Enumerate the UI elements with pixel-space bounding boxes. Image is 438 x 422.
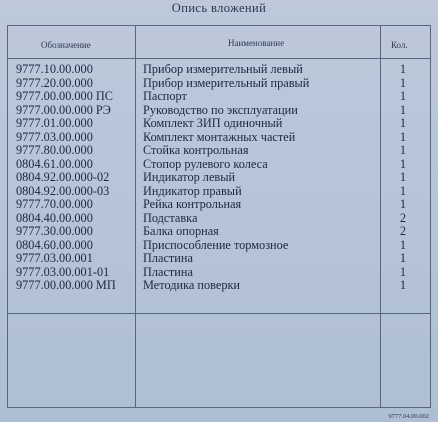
table-row — [8, 212, 432, 226]
row-name: Комплект монтажных частей — [143, 129, 296, 144]
row-qty: 1 — [399, 237, 407, 252]
table-row — [8, 144, 432, 158]
row-name: Прибор измерительный правый — [143, 75, 310, 90]
row-code: 0804.61.00.000 — [16, 156, 93, 171]
row-qty: 1 — [399, 197, 407, 211]
table-row — [8, 171, 432, 185]
body-divider — [8, 313, 430, 314]
table-row — [8, 131, 432, 145]
document-number: 9777.04.00.002 — [388, 413, 429, 420]
table-row — [8, 252, 432, 266]
row-name: Балка опорная — [143, 224, 219, 238]
row-name: Приспособление тормозное — [143, 237, 289, 252]
row-code: 9777.03.00.001 — [16, 251, 93, 265]
header-divider — [8, 58, 430, 59]
row-qty: 1 — [399, 170, 407, 184]
row-qty: 1 — [399, 129, 407, 144]
row-code: 9777.00.00.000 РЭ — [16, 102, 111, 117]
table-row — [8, 225, 432, 239]
row-code: 9777.00.00.000 ПС — [16, 89, 114, 103]
table-body — [8, 63, 432, 293]
row-code: 9777.01.00.000 — [16, 116, 93, 130]
table-row — [8, 158, 432, 172]
table-row — [8, 104, 432, 118]
table-row — [8, 117, 432, 131]
row-code: 0804.92.00.000-02 — [16, 170, 110, 184]
document-title: Опись вложений — [171, 1, 267, 15]
row-qty: 1 — [399, 264, 407, 279]
row-qty: 1 — [399, 102, 407, 117]
table-row — [8, 266, 432, 280]
table-row — [8, 198, 432, 212]
row-qty: 1 — [399, 62, 407, 76]
row-qty: 1 — [399, 143, 407, 157]
row-name: Методика поверки — [143, 278, 241, 292]
row-qty: 1 — [399, 183, 407, 198]
table-row — [8, 90, 432, 104]
header-name: Наименование — [228, 38, 285, 48]
row-qty: 1 — [399, 278, 407, 292]
table-row — [8, 279, 432, 293]
row-code: 9777.03.00.000 — [16, 129, 93, 144]
row-code: 0804.92.00.000-03 — [16, 183, 110, 198]
row-name: Индикатор левый — [143, 170, 236, 184]
row-name: Пластина — [143, 251, 193, 265]
row-name: Стойка контрольная — [143, 143, 249, 157]
row-qty: 1 — [399, 251, 407, 265]
row-code: 9777.70.00.000 — [16, 197, 93, 211]
inventory-table — [7, 25, 431, 408]
row-code: 9777.10.00.000 — [16, 62, 93, 76]
row-code: 9777.30.00.000 — [16, 224, 93, 238]
header-qty: Кол. — [391, 40, 408, 50]
row-name: Рейка контрольная — [143, 197, 242, 211]
table-row — [8, 239, 432, 253]
table-row — [8, 77, 432, 91]
row-name: Комплект ЗИП одиночный — [143, 116, 283, 130]
row-name: Подставка — [143, 210, 198, 225]
header-code: Обозначение — [41, 40, 91, 50]
row-code: 9777.03.00.001-01 — [16, 264, 110, 279]
row-name: Стопор рулевого колеса — [143, 156, 268, 171]
table-row — [8, 63, 432, 77]
row-code: 0804.40.00.000 — [16, 210, 93, 225]
row-qty: 1 — [399, 75, 407, 90]
row-code: 9777.00.00.000 МП — [16, 278, 116, 292]
row-qty: 1 — [399, 116, 407, 130]
table-row — [8, 185, 432, 199]
row-qty: 1 — [399, 89, 407, 103]
row-code: 9777.20.00.000 — [16, 75, 93, 90]
row-code: 9777.80.00.000 — [16, 143, 93, 157]
row-name: Руководство по эксплуатации — [143, 102, 298, 117]
row-qty: 1 — [399, 156, 407, 171]
row-name: Индикатор правый — [143, 183, 242, 198]
row-name: Прибор измерительный левый — [143, 62, 303, 76]
row-name: Пластина — [143, 264, 193, 279]
row-qty: 2 — [399, 224, 407, 238]
row-name: Паспорт — [143, 89, 187, 103]
row-code: 0804.60.00.000 — [16, 237, 93, 252]
row-qty: 2 — [399, 210, 407, 225]
